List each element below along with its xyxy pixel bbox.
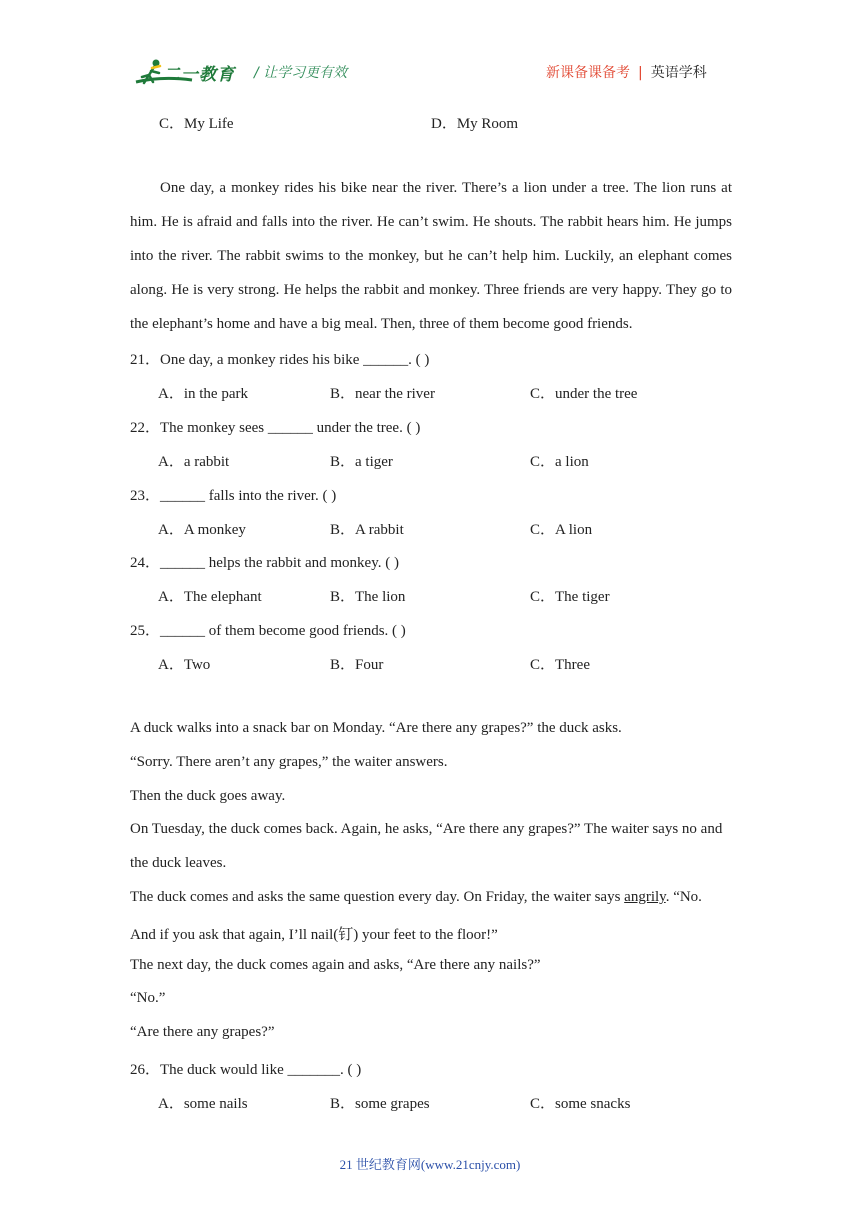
- option-b: B．near the river: [330, 386, 435, 402]
- passage-2-line: the duck leaves.: [130, 855, 227, 871]
- passage-1: One day, a monkey rides his bike near the river. There’s a lion under a tree. The lion runs at him. He is afraid and falls into the river. He can’t swim. He shouts. The rabbit hears him. He jumps into the river. The rabbit swims to the monkey, but he can’t help him. Luckily, an elephant comes along. He is very strong. He helps the rabbit and monkey. Three friends are very happy. They go to the elephant’s home and have a big meal. Then, three of them become good friends.: [130, 180, 732, 332]
- passage-2-line: On Tuesday, the duck comes back. Again, he asks, “Are there any grapes?” The waiter says no and: [130, 821, 723, 837]
- option-c: C．A lion: [530, 522, 593, 538]
- option-c: C．a lion: [530, 454, 589, 470]
- passage-2-line: And if you ask that again, I’ll nail(钉) your feet to the floor!”: [130, 927, 498, 943]
- passage-2-line: [130, 889, 702, 906]
- option-c: C．some snacks: [530, 1096, 631, 1112]
- option-c-prev: C．My Life: [159, 116, 234, 132]
- header-subject: 英语学科: [650, 65, 707, 81]
- option-b: B．a tiger: [330, 454, 393, 470]
- question-stem: 21．One day, a monkey rides his bike ______. ( ): [130, 352, 430, 368]
- question-stem: 26．The duck would like _______. ( ): [130, 1062, 362, 1078]
- option-a: A．some nails: [158, 1096, 248, 1112]
- header-separator: |: [638, 65, 643, 81]
- option-c: C．Three: [530, 657, 590, 673]
- underlined-word: angrily: [624, 889, 666, 905]
- question-stem: 25．______ of them become good friends. ( ): [130, 623, 406, 639]
- option-b: B．Four: [330, 657, 384, 673]
- question-stem: 22．The monkey sees ______ under the tree. ( ): [130, 420, 421, 436]
- question-stem: 24．______ helps the rabbit and monkey. ( ): [130, 555, 399, 571]
- passage-2-line: “Are there any grapes?”: [130, 1024, 275, 1040]
- passage-2-text: The duck comes and asks the same question every day. On Friday, the waiter says: [130, 889, 625, 905]
- footer-link[interactable]: 21 世纪教育网(www.21cnjy.com): [339, 1157, 521, 1172]
- option-a: A．a rabbit: [158, 454, 230, 470]
- question-stem: 23．______ falls into the river. ( ): [130, 488, 337, 504]
- passage-2-line: A duck walks into a snack bar on Monday. “Are there any grapes?” the duck asks.: [130, 720, 622, 736]
- option-a: A．in the park: [158, 386, 248, 402]
- logo-text: 二一教育: [163, 65, 235, 85]
- passage-2-line: “Sorry. There aren’t any grapes,” the waiter answers.: [130, 754, 448, 770]
- header-right: [546, 62, 707, 82]
- option-a: A．Two: [158, 657, 211, 673]
- header-slogan: / 让学习更有效: [254, 65, 348, 81]
- passage-2-text: . “No.: [665, 889, 702, 905]
- option-c: C．The tiger: [530, 589, 610, 605]
- option-a: A．The elephant: [158, 589, 262, 605]
- option-c: C．under the tree: [530, 386, 638, 402]
- header-right-label: 新课备课备考: [546, 65, 630, 81]
- option-a: A．A monkey: [158, 522, 246, 538]
- passage-2-line: “No.”: [130, 990, 166, 1006]
- option-b: B．The lion: [330, 589, 406, 605]
- passage-2-line: The next day, the duck comes again and asks, “Are there any nails?”: [130, 957, 541, 973]
- option-b: B．A rabbit: [330, 522, 404, 538]
- option-d-prev: D．My Room: [431, 116, 519, 132]
- option-b: B．some grapes: [330, 1096, 430, 1112]
- passage-2-line: Then the duck goes away.: [130, 788, 286, 804]
